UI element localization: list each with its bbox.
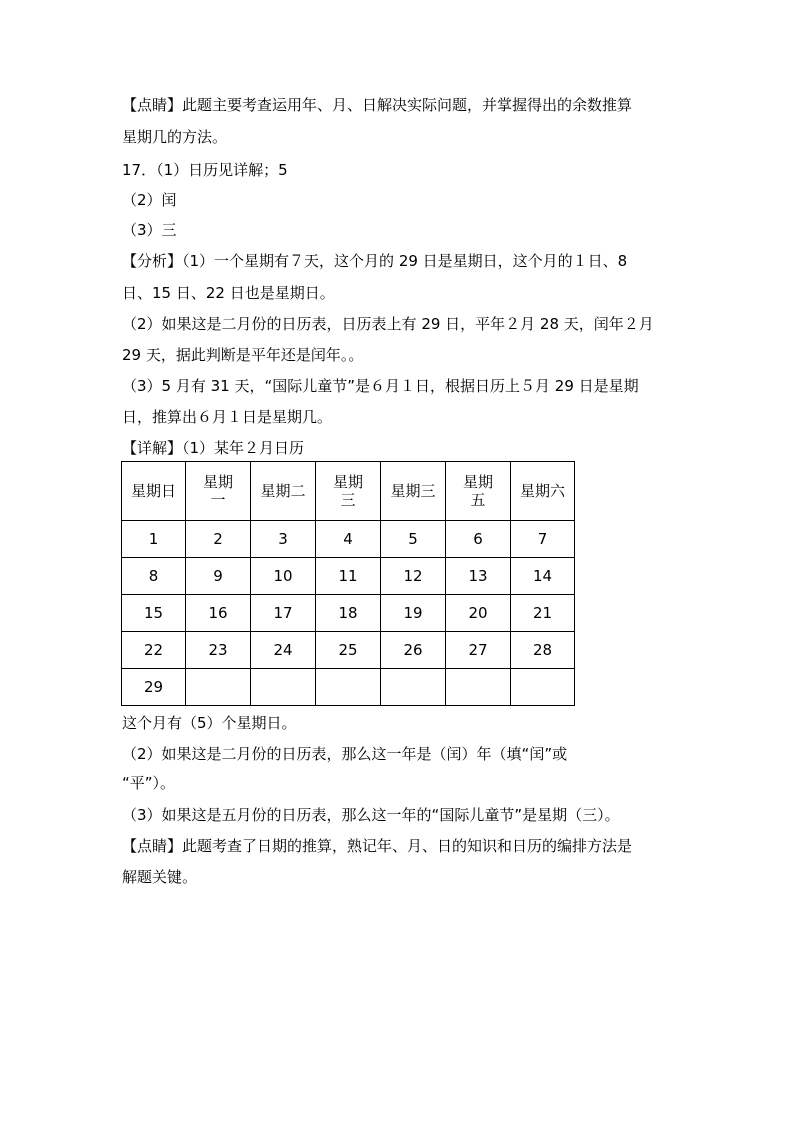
calendar-day-cell: 5 <box>381 521 446 558</box>
calendar-header-text: 星期 <box>462 473 493 491</box>
calendar-day-cell: 15 <box>122 595 186 632</box>
calendar-day-cell: 1 <box>122 521 186 558</box>
calendar-day-cell: 16 <box>186 595 251 632</box>
calendar-header-cell <box>446 462 511 521</box>
calendar-day-cell: 4 <box>316 521 381 558</box>
calendar-day-cell: 12 <box>381 558 446 595</box>
calendar-header-text: 星期六 <box>519 482 565 500</box>
calendar-day-cell: 13 <box>446 558 511 595</box>
calendar-day-cell: 22 <box>122 632 186 669</box>
after-line: （3）如果这是五月份的日历表，那么这一年的“国际儿童节”是星期（三）。 <box>122 806 620 824</box>
calendar-day-cell: 7 <box>511 521 575 558</box>
before-line: 29 天，据此判断是平年还是闰年。。 <box>122 346 364 364</box>
before-line: 【分析】（1）一个星期有７天，这个月的 29 日是星期日，这个月的１日、8 <box>122 252 628 270</box>
before-line: 日，推算出６月１日是星期几。 <box>122 408 333 426</box>
before-line: 星期几的方法。 <box>122 128 228 146</box>
calendar-day-cell: 27 <box>446 632 511 669</box>
calendar-day-cell: 14 <box>511 558 575 595</box>
calendar-header-cell <box>186 462 251 521</box>
before-line: （3）三 <box>122 221 177 239</box>
before-line: （2）闰 <box>122 191 177 209</box>
after-line: 这个月有（5）个星期日。 <box>122 714 297 732</box>
calendar-header-text: 星期 <box>332 473 363 491</box>
calendar-day-cell <box>511 669 575 706</box>
calendar-day-cell: 8 <box>122 558 186 595</box>
after-line: 【点睛】此题考查了日期的推算，熟记年、月、日的知识和日历的编排方法是 <box>122 837 633 855</box>
before-line: 17．（1）日历见详解；5 <box>122 161 288 179</box>
calendar-header-cell <box>511 462 575 521</box>
calendar-day-cell: 24 <box>251 632 316 669</box>
before-line: （3）5 月有 31 天，“国际儿童节”是６月１日，根据日历上５月 29 日是星期 <box>122 377 639 395</box>
calendar-header-cell <box>122 462 186 521</box>
after-line: “平”）。 <box>122 774 176 792</box>
calendar-day-cell: 21 <box>511 595 575 632</box>
calendar-day-cell <box>316 669 381 706</box>
calendar-header-row <box>122 462 575 521</box>
calendar-day-cell: 11 <box>316 558 381 595</box>
calendar-day-cell: 19 <box>381 595 446 632</box>
calendar-header-cell <box>381 462 446 521</box>
calendar-row <box>122 558 575 595</box>
calendar-day-cell: 25 <box>316 632 381 669</box>
before-line: 日、15 日、22 日也是星期日。 <box>122 284 335 302</box>
calendar-day-cell: 26 <box>381 632 446 669</box>
calendar-day-cell: 20 <box>446 595 511 632</box>
calendar-header-cell <box>316 462 381 521</box>
calendar-row <box>122 595 575 632</box>
calendar-header-text: 星期三 <box>390 482 436 500</box>
calendar-day-cell <box>446 669 511 706</box>
calendar-row <box>122 521 575 558</box>
calendar-day-cell: 3 <box>251 521 316 558</box>
calendar-day-cell <box>251 669 316 706</box>
calendar-header-cell <box>251 462 316 521</box>
calendar-day-cell: 17 <box>251 595 316 632</box>
calendar-header-text: 星期二 <box>260 482 306 500</box>
after-line: 解题关键。 <box>122 868 198 886</box>
calendar-day-cell <box>381 669 446 706</box>
calendar-day-cell: 6 <box>446 521 511 558</box>
calendar-header-text: 五 <box>470 491 486 509</box>
calendar-header-text: 星期日 <box>130 482 176 500</box>
calendar-day-cell: 2 <box>186 521 251 558</box>
before-line: （2）如果这是二月份的日历表，日历表上有 29 日，平年２月 28 天，闰年２月 <box>122 315 654 333</box>
calendar-day-cell: 18 <box>316 595 381 632</box>
before-line: 【点睛】此题主要考查运用年、月、日解决实际问题，并掌握得出的余数推算 <box>122 96 633 114</box>
calendar-day-cell: 9 <box>186 558 251 595</box>
calendar-day-cell <box>186 669 251 706</box>
calendar-header-text: 一 <box>210 491 226 509</box>
calendar-day-cell: 10 <box>251 558 316 595</box>
calendar-header-text: 三 <box>340 491 356 509</box>
calendar-row <box>122 632 575 669</box>
calendar-header-text: 星期 <box>202 473 233 491</box>
calendar-day-cell: 23 <box>186 632 251 669</box>
calendar-row <box>122 669 575 706</box>
after-line: （2）如果这是二月份的日历表，那么这一年是（闰）年（填“闰”或 <box>122 745 568 763</box>
calendar-day-cell: 29 <box>122 669 186 706</box>
before-line: 【详解】（1）某年２月日历 <box>122 439 305 457</box>
calendar-day-cell: 28 <box>511 632 575 669</box>
calendar-table <box>121 461 575 706</box>
